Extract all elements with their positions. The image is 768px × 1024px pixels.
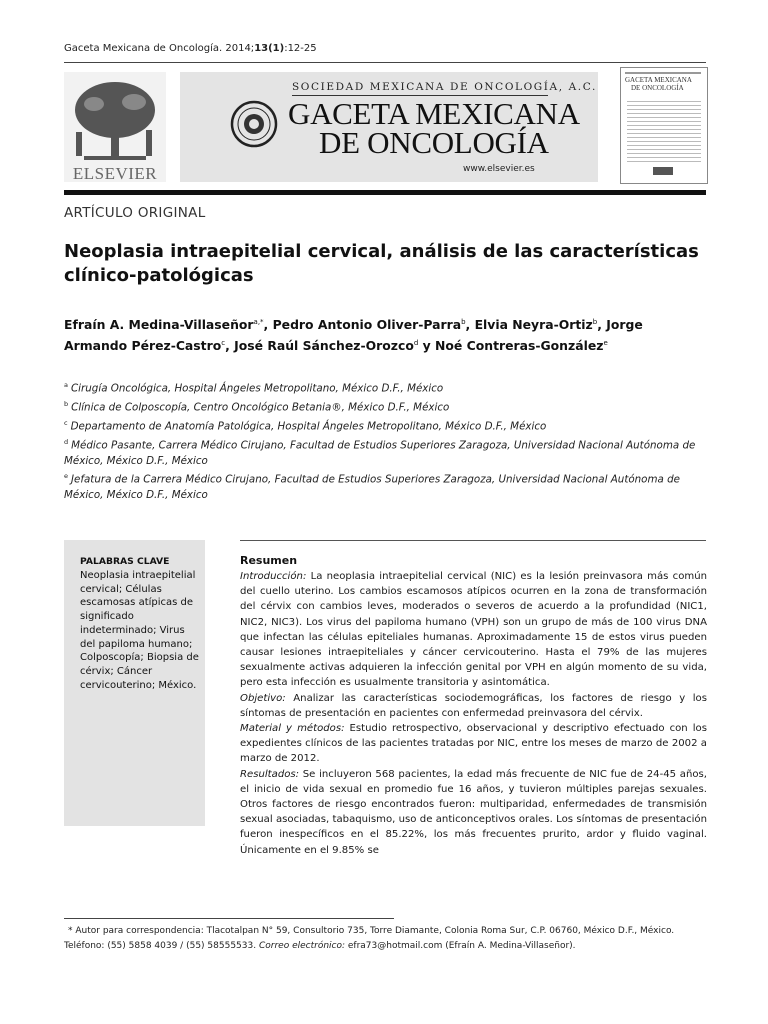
article-type-label: ARTÍCULO ORIGINAL [64,205,206,221]
footnote-rule [64,918,394,919]
author-name: Jorge Armando Pérez-Castro [64,317,643,354]
author-affil-mark: b [592,318,598,326]
author-list: Efraín A. Medina-Villaseñor$^{a,*}$, Pedro Antonio Oliver-Parra$^b$, Elvia Neyra-Ortiz$^b$, Jorge Armando Pérez-Castro$^c$, José Raúl Sánchez-Orozco$^d$ y Noé Contreras-González$^e$ [64,317,643,354]
keywords-text: Neoplasia intraepitelial cervical; Células escamosas atípicas de significado indeterminado; Virus del papiloma humano; Colposcopía; Biopsia de cérvix; Cáncer cervicouterino; México. [80,570,199,691]
society-seal-icon [230,100,278,148]
correspondence-footnote [64,924,709,954]
affiliation-item: $^e$ Jefatura de la Carrera Médico Cirujano, Facultad de Estudios Superiores Zaragoza, Universidad Nacional Autónoma de México, México D.F., México [64,472,680,502]
footnote-address: * Autor para correspondencia: Tlacotalpan N° 59, Consultorio 735, Torre Diamante, Colonia Roma Sur, C.P. 06760, México D.F., México. [68,926,675,936]
keywords-heading: PALABRAS CLAVE [80,556,170,567]
abstract-heading: Resumen [240,554,298,567]
abstract-paragraph: Objetivo: Analizar las características sociodemográficas, los factores de riesgo y los síntomas de presentación en pacientes con enfermedad preinvasora del cérvix. [240,692,707,719]
author-name: José Raúl Sánchez-Orozco [234,338,414,354]
abstract-paragraph: Resultados: Se incluyeron 568 pacientes, la edad más frecuente de NIC fue de 24-45 años, el inicio de vida sexual en promedio fue 16 años, y tuvieron múltiples parejas sexuales. Otros factores de riesgo encontrados fueron: multiparidad, enfermedades de transmisión sexual asociadas, tabaquismo, uso de anticonceptivos orales. Los síntomas de presentación fueron inespecíficos en el 85.22%, los más frecuentes prurito, ardor y fluido vaginal. Únicamente en el 9.85% se [240,768,707,856]
elsevier-wordmark: ELSEVIER [72,164,158,183]
journal-banner [180,72,598,182]
cover-text-lines [627,98,701,164]
abstract-paragraph: Introducción: La neoplasia intraepitelial cervical (NIC) es la lesión preinvasora más común del cuello uterino. Los cambios escamosos atípicos ocurren en la zona de transformación del cérvix con cambios leves, moderados o severos de acuerdo a la profundidad (NIC1, NIC2, NIC3). Los virus del papiloma humano (VPH) son un grupo de más de 100 virus DNA que infectan las células epiteliales humanas. Aproximadamente 15 de estos virus pueden causar lesiones intraepiteliales y cáncer cervicouterino. Hasta el 79% de las mujeres sexualmente activas adquieren la infección genital por VPH en algún momento de su vida, pero esta infección es usualmente transitoria y asintomática. [240,571,707,689]
author-affil-mark: b [461,318,466,326]
affiliation-item: $^b$ Clínica de Colposcopía, Centro Oncológico Betania®, México D.F., México [64,399,450,414]
affiliation-item: $^a$ Cirugía Oncológica, Hospital Ángeles Metropolitano, México D.F., México [64,381,444,395]
header-rule [64,62,706,63]
keywords-box [64,540,205,826]
article-title: Neoplasia intraepitelial cervical, análisis de las características clínico-patológicas [64,241,699,286]
society-name: SOCIEDAD MEXICANA DE ONCOLOGÍA, A.C. [292,81,597,93]
footnote-contact: Teléfono: (55) 5858 4039 / (55) 58555533. Correo electrónico: efra73@hotmail.com (Efraín A. Medina-Villaseñor). [64,941,576,951]
affiliation-list [64,378,704,504]
cover-publisher-icon [653,167,673,175]
journal-name-line1: GACETA MEXICANA [288,96,580,131]
abstract-body [240,569,707,858]
journal-cover-thumbnail [620,67,708,184]
affiliation-item: $^c$ Departamento de Anatomía Patológica, Hospital Ángeles Metropolitano, México D.F., México [64,418,547,433]
author-name: Efraín A. Medina-Villaseñor [64,317,254,333]
cover-title-line1: GACETA MEXICANA [625,76,692,84]
author-name: Noé Contreras-González [435,338,604,354]
author-affil-mark: e [603,339,608,348]
author-name: Pedro Antonio Oliver-Parra [272,317,462,333]
author-affil-mark: c [221,339,226,348]
cover-title-line2: DE ONCOLOGÍA [631,84,684,92]
journal-website: www.elsevier.es [463,164,535,174]
journal-name-line2: DE ONCOLOGÍA [319,125,549,160]
affiliation-item: $^d$ Médico Pasante, Carrera Médico Cirujano, Facultad de Estudios Superiores Zaragoza, Universidad Nacional Autónoma de México, México D.F., México [64,437,696,467]
header-thick-rule [64,190,706,195]
journal-citation: Gaceta Mexicana de Oncología. 2014;13(1):12-25 [64,43,317,54]
author-affil-mark: a,* [253,318,264,326]
author-affil-mark: d [413,339,419,348]
author-name: Elvia Neyra-Ortiz [474,317,593,333]
abstract-rule [240,540,706,541]
abstract-paragraph: Material y métodos: Estudio retrospectivo, observacional y descriptivo efectuado con los expedientes clínicos de las pacientes tratadas por NIC, entre los meses de marzo de 2002 a marzo de 2012. [240,723,707,765]
elsevier-logo [64,72,166,182]
